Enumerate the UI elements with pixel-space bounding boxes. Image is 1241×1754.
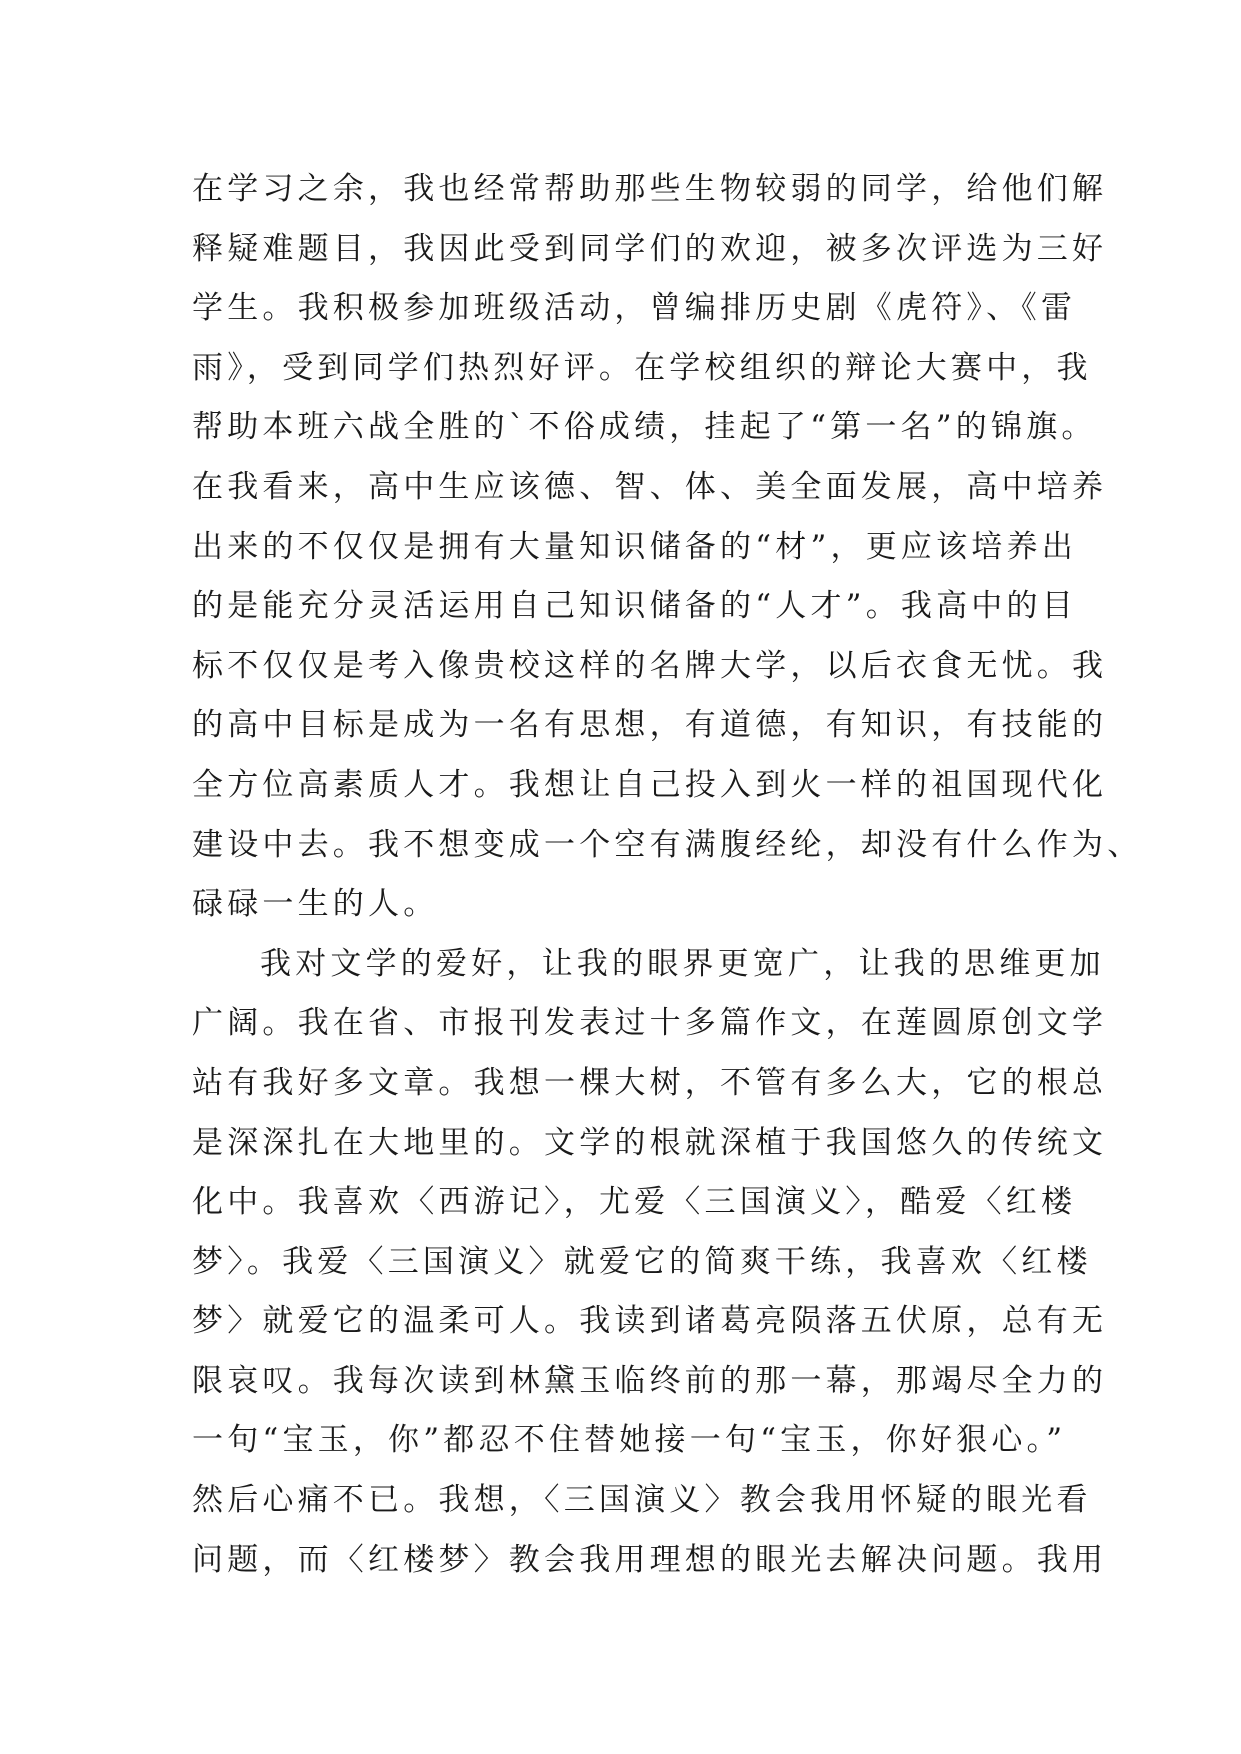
text-line: 问题，而〈红楼梦〉教会我用理想的眼光去解决问题。我用 (192, 1541, 1108, 1578)
text-line: 全方位高素质人才。我想让自己投入到火一样的祖国现代化 (192, 766, 1108, 803)
text-line: 雨》，受到同学们热烈好评。在学校组织的辩论大赛中，我 (192, 349, 1092, 386)
text-line: 碌碌一生的人。 (192, 886, 439, 923)
text-line: 是深深扎在大地里的。文学的根就深植于我国悠久的传统文 (192, 1124, 1108, 1161)
text-line: 建设中去。我不想变成一个空有满腹经纶，却没有什么作为、 (192, 826, 1143, 863)
text-line: 在我看来，高中生应该德、智、体、美全面发展，高中培养 (192, 468, 1108, 505)
text-line: 站有我好多文章。我想一棵大树，不管有多么大，它的根总 (192, 1064, 1108, 1101)
text-line: 出来的不仅仅是拥有大量知识储备的“材”，更应该培养出 (192, 528, 1077, 565)
text-line: 的是能充分灵活运用自己知识储备的“人才”。我高中的目 (192, 588, 1077, 625)
text-line: 化中。我喜欢〈西游记〉，尤爱〈三国演义〉，酷爱〈红楼 (192, 1184, 1077, 1221)
text-line: 学生。我积极参加班级活动，曾编排历史剧《虎符》、《雷 (192, 290, 1077, 327)
paragraph-start-line: 我对文学的爱好，让我的眼界更宽广，让我的思维更加 (260, 945, 1105, 982)
text-line: 然后心痛不已。我想，〈三国演义〉教会我用怀疑的眼光看 (192, 1482, 1092, 1519)
text-line: 释疑难题目，我因此受到同学们的欢迎，被多次评选为三好 (192, 230, 1108, 267)
text-line: 一句“宝玉，你”都忍不住替她接一句“宝玉，你好狠心。” (192, 1422, 1067, 1459)
text-line: 在学习之余，我也经常帮助那些生物较弱的同学，给他们解 (192, 171, 1108, 207)
text-line: 帮助本班六战全胜的`不俗成绩，挂起了“第一名”的锦旗。 (192, 409, 1097, 446)
text-line: 标不仅仅是考入像贵校这样的名牌大学，以后衣食无忧。我 (192, 647, 1108, 684)
text-line: 限哀叹。我每次读到林黛玉临终前的那一幕，那竭尽全力的 (192, 1362, 1108, 1399)
text-line: 梦〉就爱它的温柔可人。我读到诸葛亮陨落五伏原，总有无 (192, 1303, 1108, 1340)
body-text (192, 160, 1143, 1590)
text-line: 的高中目标是成为一名有思想，有道德，有知识，有技能的 (192, 707, 1108, 744)
text-line: 广阔。我在省、市报刊发表过十多篇作文，在莲圆原创文学 (192, 1005, 1108, 1042)
text-line: 梦〉。我爱〈三国演义〉就爱它的简爽干练，我喜欢〈红楼 (192, 1243, 1092, 1280)
